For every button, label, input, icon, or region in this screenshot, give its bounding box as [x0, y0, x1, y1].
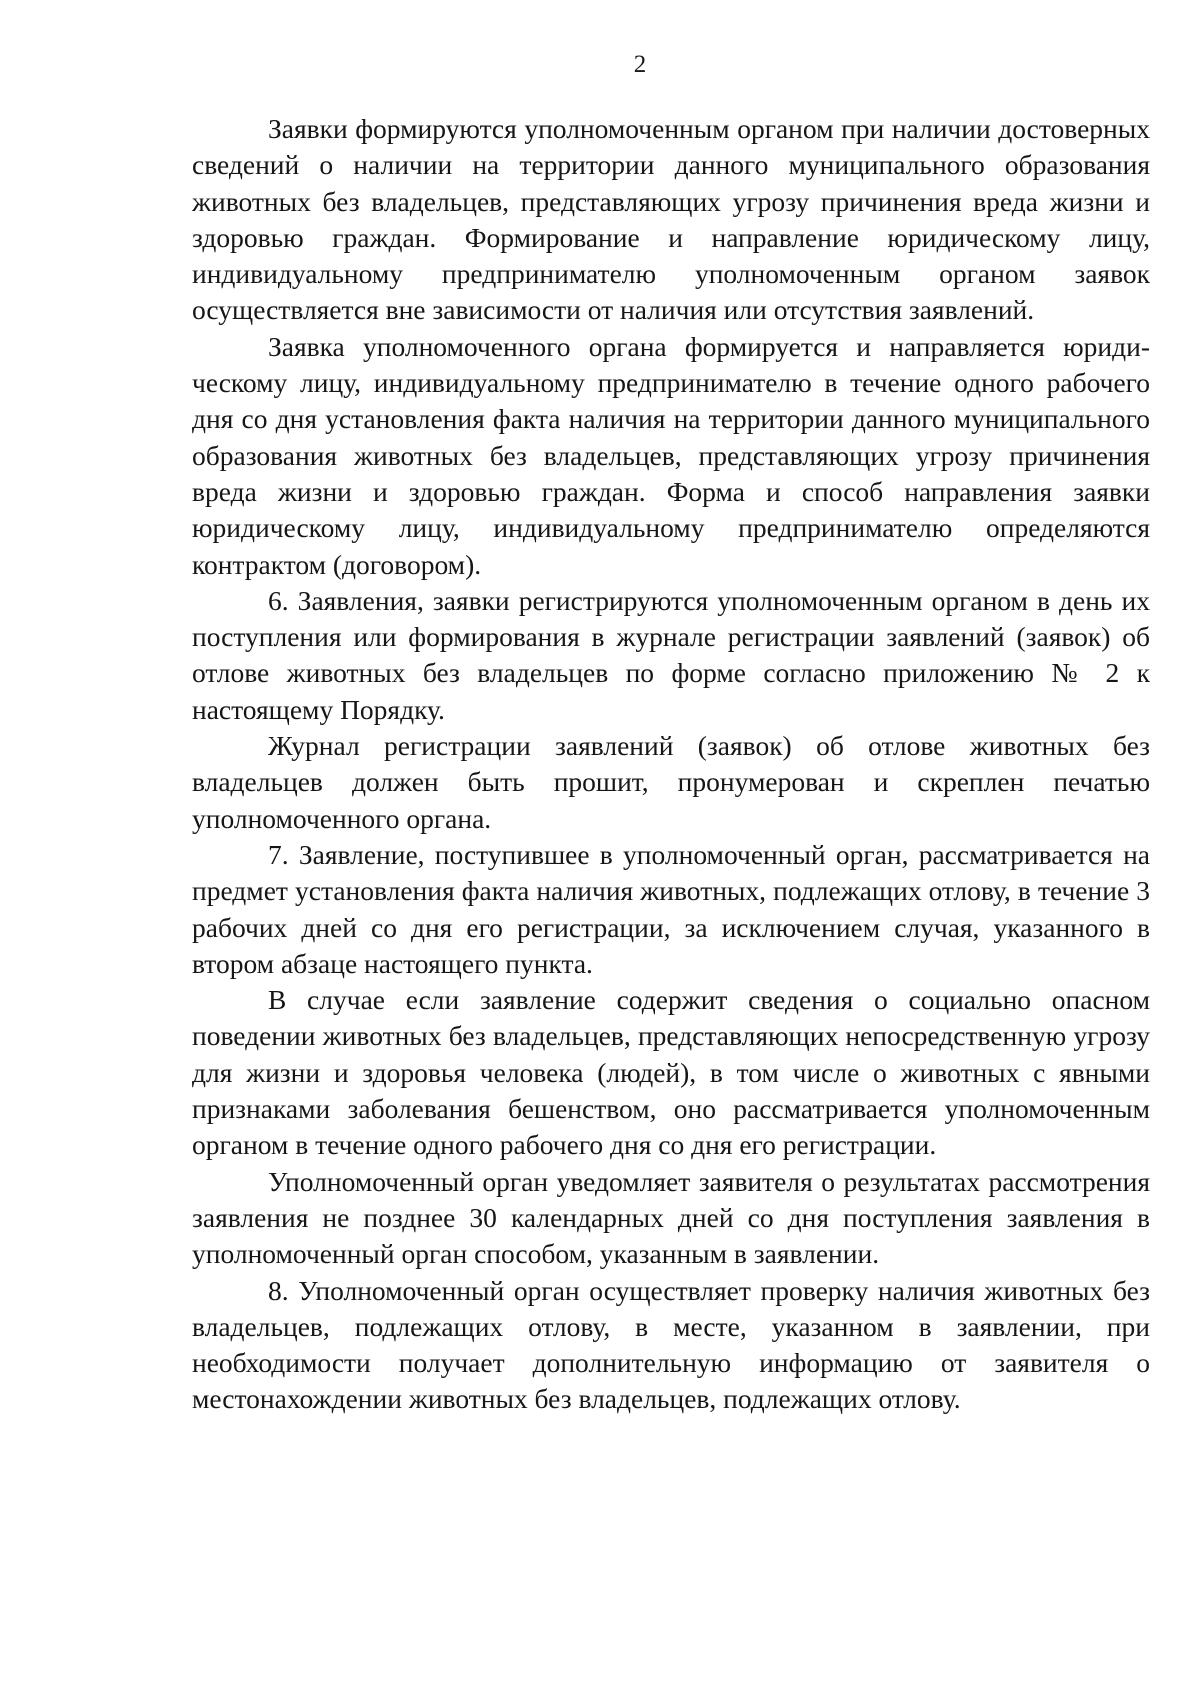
paragraph-item-6: 6. Заявления, заявки регистрируются уполномоченным органом в день их поступления или формирования в журнале регистрации заявлений (заявок) об отлове животных без владельцев по форме согласно приложению № 2 к настоящему Порядку. [192, 584, 1150, 725]
paragraph-item-8: 8. Уполномоченный орган осуществляет проверку наличия животных без владельцев, подлежащих отлову, в месте, указанном в заявлении, при необходимости получает дополнительную информацию от заявителя о местонахождении животных без владельцев, подлежащих отлову. [192, 1274, 1150, 1415]
paragraph-applications-formed: Заявки формируются уполномоченным органом при наличии достоверных сведений о наличии на территории данного муниципального образования животных без владельцев, представляющих угрозу причинения вреда жизни и здоровью граждан. Формирование и направление юридическому лицу, индивидуальному предпринимателю уполномоченным органом заявок осуществляется вне зависимости от наличия или отсутствия заявлений. [192, 113, 1150, 326]
paragraph-notification: Уполномоченный орган уведомляет заявителя о результатах рассмотрения заявления не позднее 30 календарных дней со дня поступления заявления в уполномоченный орган способом, указанным в заявлении. [192, 1165, 1150, 1270]
paragraph-dangerous-behavior: В случае если заявление содержит сведения о социально опасном поведении животных без владельцев, представляющих непосредственную угрозу для жизни и здоровья человека (людей), в том числе о животных с явными признаками заболевания бешенством, оно рассматривается уполномоченным органом в течение одного рабочего дня со дня его регистрации. [192, 984, 1150, 1161]
paragraph-application-sent: Заявка уполномоченного органа формируется и направляется юридическому лицу, индивидуальному предпринимателю в течение одного рабочего дня со дня установления факта наличия на территории данного муниципального образования животных без владельцев, представляющих угрозу причинения вреда жизни и здоровью граждан. Форма и способ направления заявки юридическому лицу, индивидуальному предпринимателю определяются контрактом (договором). [192, 330, 1150, 580]
document-body [192, 111, 1150, 1418]
page-number: 2 [633, 51, 647, 78]
paragraph-journal: Журнал регистрации заявлений (заявок) об отлове животных без владельцев должен быть прошит, пронумерован и скреплен печатью уполномоченного органа. [192, 730, 1150, 834]
paragraph-item-7: 7. Заявление, поступившее в уполномоченный орган, рассматривается на предмет установления факта наличия животных, подлежащих отлову, в течение 3 рабочих дней со дня его регистрации, за исключением случая, указанного в втором абзаце настоящего пункта. [192, 838, 1150, 979]
